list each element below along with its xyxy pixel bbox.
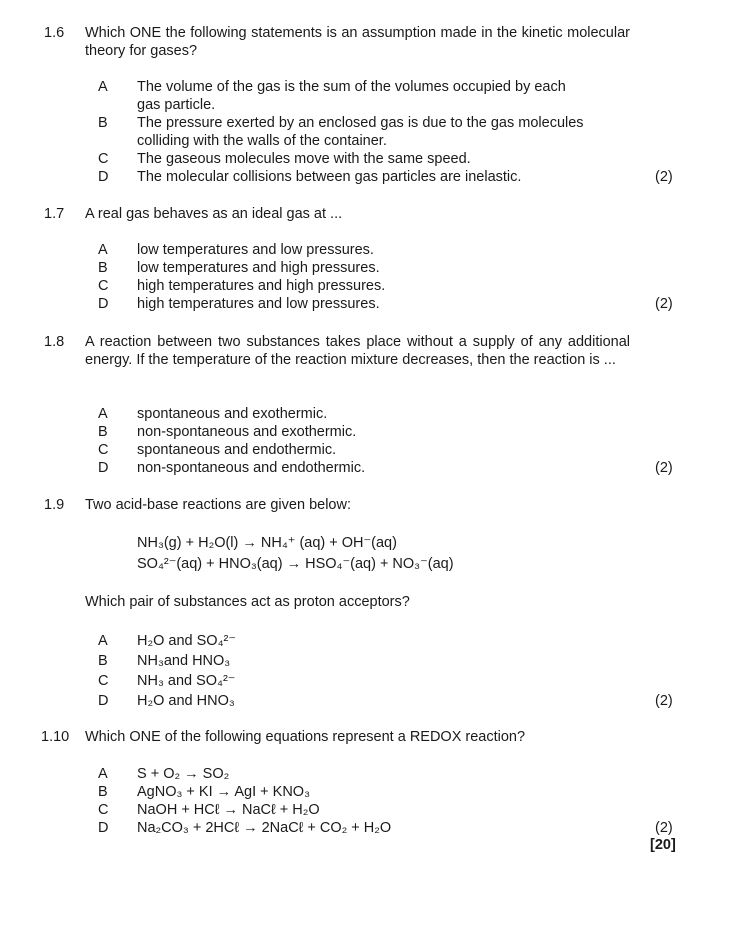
question-text: A reaction between two substances takes place without a supply of any additional energy. If the temperature of the reaction mixture decreases, then the reaction is ... (85, 334, 630, 368)
option-text: NaOH + HCℓ → NaCℓ + H₂O (137, 802, 320, 818)
option-text: H₂O and SO₄²⁻ (137, 633, 236, 649)
question-text: Two acid-base reactions are given below: (85, 497, 351, 513)
option-letter: C (98, 802, 109, 818)
option-text: H₂O and HNO₃ (137, 693, 235, 709)
option-text-line1: The pressure exerted by an enclosed gas is due to the gas molecules (137, 115, 584, 131)
option-letter: C (98, 151, 109, 167)
option-text: The molecular collisions between gas particles are inelastic. (137, 169, 522, 185)
option-text-line2: gas particle. (137, 97, 216, 113)
option-text: spontaneous and endothermic. (137, 442, 337, 458)
option-letter: B (98, 424, 108, 440)
option-letter: C (98, 673, 109, 689)
option-letter: A (98, 79, 108, 95)
option-letter: A (98, 766, 108, 782)
option-letter: A (98, 406, 108, 422)
marks: (2) (655, 296, 673, 312)
option-letter: C (98, 442, 109, 458)
question-number: 1.8 (44, 334, 65, 350)
question-text: A real gas behaves as an ideal gas at ... (85, 206, 343, 222)
question-text: Which ONE of the following equations represent a REDOX reaction? (85, 729, 526, 745)
marks: (2) (655, 169, 673, 185)
marks: (2) (655, 820, 673, 836)
option-letter: B (98, 115, 108, 131)
option-text-line1: The volume of the gas is the sum of the volumes occupied by each (137, 79, 566, 95)
option-text: low temperatures and high pressures. (137, 260, 380, 276)
option-text: high temperatures and high pressures. (137, 278, 386, 294)
option-letter: D (98, 169, 109, 185)
option-text: The gaseous molecules move with the same speed. (137, 151, 471, 167)
option-letter: A (98, 633, 108, 649)
marks: (2) (655, 460, 673, 476)
option-text: AgNO₃ + KI → AgI + KNO₃ (137, 784, 310, 800)
total-marks: [20] (650, 837, 676, 853)
option-text: spontaneous and exothermic. (137, 406, 328, 422)
option-text: high temperatures and low pressures. (137, 296, 380, 312)
option-text: S + O₂ → SO₂ (137, 766, 230, 782)
option-letter: D (98, 460, 109, 476)
option-letter: C (98, 278, 109, 294)
option-text: Na₂CO₃ + 2HCℓ → 2NaCℓ + CO₂ + H₂O (137, 820, 392, 836)
option-letter: B (98, 260, 108, 276)
option-letter: D (98, 296, 109, 312)
option-text: non-spontaneous and endothermic. (137, 460, 366, 476)
option-letter: D (98, 693, 109, 709)
question-text: Which ONE the following statements is an assumption made in the kinetic molecular theory for gases? (85, 25, 630, 59)
option-letter: B (98, 653, 108, 669)
question-number: 1.9 (44, 497, 65, 513)
option-text: NH₃ and SO₄²⁻ (137, 673, 236, 689)
question-number: 1.10 (41, 729, 70, 745)
option-letter: D (98, 820, 109, 836)
question-number: 1.7 (44, 206, 65, 222)
option-text: low temperatures and low pressures. (137, 242, 374, 258)
equation: NH₃(g) + H₂O(l) → NH₄⁺ (aq) + OH⁻(aq) (137, 535, 397, 551)
option-letter: A (98, 242, 108, 258)
option-text: non-spontaneous and exothermic. (137, 424, 357, 440)
question-number: 1.6 (44, 25, 65, 41)
option-text: NH₃and HNO₃ (137, 653, 231, 669)
option-letter: B (98, 784, 108, 800)
equation: SO₄²⁻(aq) + HNO₃(aq) → HSO₄⁻(aq) + NO₃⁻(aq) (137, 556, 454, 572)
marks: (2) (655, 693, 673, 709)
option-text-line2: colliding with the walls of the container. (137, 133, 387, 149)
question-prompt: Which pair of substances act as proton acceptors? (85, 594, 410, 610)
